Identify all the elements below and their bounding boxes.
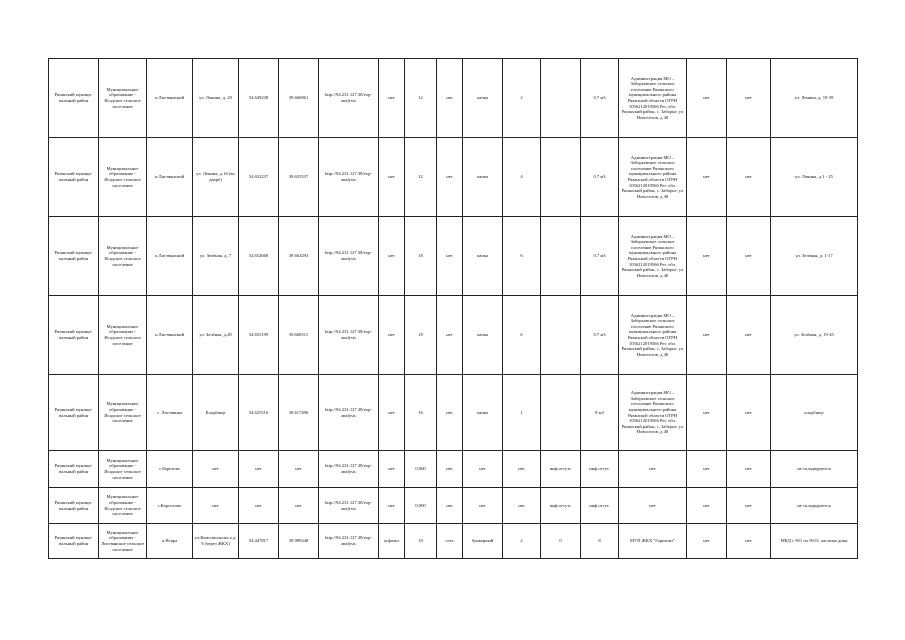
table-row (49, 296, 858, 375)
cell-separate-collection: нет (687, 138, 727, 217)
cell-longitude: 39.668511 (279, 296, 319, 375)
cell-latitude: нет (239, 451, 279, 488)
cell-bulky-waste: нет (727, 524, 771, 559)
cell-separate-collection: нет (687, 59, 727, 138)
cell-area: 0,000 (405, 488, 437, 524)
cell-latitude: 54.625516 (239, 375, 279, 451)
cell-container-count: 2 (503, 524, 541, 559)
cell-longitude: 39.655537 (279, 138, 319, 217)
cell-area: 18 (405, 296, 437, 375)
cell-area: 18 (405, 217, 437, 296)
cell-volume-b: 0.7 м3 (581, 138, 619, 217)
cell-address: ул. Ленина, д.16 (во дворе) (193, 138, 239, 217)
cell-municipality: Муниципальное образование - Исадское сельское поселение (99, 296, 147, 375)
cell-bulky-waste: нет (727, 59, 771, 138)
cell-service-objects: ул. Зелёная, д. 1-17 (771, 217, 858, 296)
cell-fence: нет (437, 451, 463, 488)
cell-settlement: п.Листвянский (147, 217, 193, 296)
cell-service-objects: МКД с 9б1 по 9б13, частные дома (771, 524, 858, 559)
cell-surface: нет (379, 138, 405, 217)
cell-fence: нет (437, 375, 463, 451)
cell-link: http://94.231.127.38/expanalysis (319, 451, 379, 488)
cell-municipality: Муниципальное образование - Исадское сельское поселение (99, 138, 147, 217)
cell-owner: Администрация МО – Заборьевское сельское поселение Рязанского муниципального района Рязанской области ОГРН 1056212019566 Рег. обл. Рязанский район, с. Заборье, ул Новоселов, д 40 (619, 296, 687, 375)
cell-separate-collection: нет (687, 217, 727, 296)
cell-container-type: папка (463, 138, 503, 217)
cell-latitude: 54.652237 (239, 138, 279, 217)
cell-container-type: нет (463, 451, 503, 488)
cell-municipality: Муниципальное образование - Листвянское сельское поселение (99, 524, 147, 559)
cell-settlement: п.Листвянский (147, 59, 193, 138)
cell-container-type: папка (463, 375, 503, 451)
cell-service-objects: ул. Зелёная, д. 19-45 (771, 296, 858, 375)
cell-fence: нет (437, 138, 463, 217)
cell-area: 12 (405, 59, 437, 138)
cell-bulky-waste: нет (727, 488, 771, 524)
cell-container-type: нет (463, 488, 503, 524)
cell-link: http://94.231.127.38/expanalysis (319, 375, 379, 451)
cell-municipality: Муниципальное образование - Исадское сельское поселение (99, 217, 147, 296)
cell-link: http://94.231.127.38/expanalysis (319, 488, 379, 524)
cell-surface: нет (379, 375, 405, 451)
cell-fence: нет (437, 296, 463, 375)
cell-latitude: 54.652668 (239, 217, 279, 296)
cell-volume-a: инф.отсутс (541, 488, 581, 524)
cell-longitude: 39.989348 (279, 524, 319, 559)
cell-container-count: 1 (503, 375, 541, 451)
cell-container-type: папка (463, 59, 503, 138)
cell-bulky-waste: нет (727, 375, 771, 451)
cell-area: 16 (405, 375, 437, 451)
cell-service-objects: ул. Ленина, д. 19-39 (771, 59, 858, 138)
cell-fence: нет (437, 59, 463, 138)
cell-container-count: 6 (503, 217, 541, 296)
cell-longitude: нет (279, 488, 319, 524)
cell-district: Рязанский муници-пальный район (49, 524, 99, 559)
table-row (49, 59, 858, 138)
cell-separate-collection: нет (687, 375, 727, 451)
cell-address: нет (193, 451, 239, 488)
cell-municipality: Муниципальное образование - Исадское сельское поселение (99, 488, 147, 524)
cell-service-objects: не складируются (771, 451, 858, 488)
cell-container-count: нет (503, 451, 541, 488)
cell-latitude: нет (239, 488, 279, 524)
cell-fence: нет (437, 217, 463, 296)
cell-district: Рязанский муници-пальный район (49, 59, 99, 138)
cell-address: нет (193, 488, 239, 524)
table-row (49, 524, 858, 559)
cell-address: ул. Зелёная, д. 7 (193, 217, 239, 296)
cell-volume-a (541, 217, 581, 296)
cell-volume-a (541, 138, 581, 217)
cell-separate-collection: нет (687, 488, 727, 524)
cell-link: http://94.231.127.38/expanalysis (319, 138, 379, 217)
cell-container-count: нет (503, 488, 541, 524)
cell-service-objects: кладбище (771, 375, 858, 451)
cell-latitude: 54.649238 (239, 59, 279, 138)
table-row (49, 451, 858, 488)
cell-longitude: 39.663293 (279, 217, 319, 296)
cell-owner: Администрация МО – Заборьевское сельское поселение Рязанского муниципального района Рязанской области ОГРН 1056212019566 Рег. обл. Рязанский район, с. Заборье, ул Новоселов, д 40 (619, 217, 687, 296)
cell-district: Рязанский муници-пальный район (49, 375, 99, 451)
cell-settlement: п.Искра (147, 524, 193, 559)
cell-fence: сеть (437, 524, 463, 559)
cell-surface: нет (379, 59, 405, 138)
table-row (49, 138, 858, 217)
cell-container-count: 2 (503, 59, 541, 138)
table-row (49, 217, 858, 296)
cell-surface: нет (379, 488, 405, 524)
cell-volume-a (541, 375, 581, 451)
cell-surface: нет (379, 451, 405, 488)
cell-owner: МУП ЖКХ "Горизонт" (619, 524, 687, 559)
cell-container-type: бункерный (463, 524, 503, 559)
cell-settlement: с. Листвянка (147, 375, 193, 451)
cell-district: Рязанский муници-пальный район (49, 451, 99, 488)
cell-link: http://94.231.127.38/expanalysis (319, 217, 379, 296)
cell-address: ул.Комсомольска я д. 9 (через ЖКХ) (193, 524, 239, 559)
cell-link: http://94.231.127.38/expanalysis (319, 296, 379, 375)
cell-owner: нет (619, 488, 687, 524)
cell-settlement: п.Листвянский (147, 138, 193, 217)
cell-fence: нет (437, 488, 463, 524)
cell-service-objects: ул. Ленина, д.1 - 25 (771, 138, 858, 217)
cell-bulky-waste: нет (727, 296, 771, 375)
table-row (49, 488, 858, 524)
cell-area: 10 (405, 524, 437, 559)
cell-link: http://94.231.127.38/expanalysis (319, 524, 379, 559)
cell-volume-b: 8 (581, 524, 619, 559)
cell-latitude: 54.655199 (239, 296, 279, 375)
cell-volume-a (541, 296, 581, 375)
cell-owner: Администрация МО – Заборьевское сельское поселение Рязанского муниципального района Рязанской области ОГРН 1056212019566 Рег. обл. Рязанский район, с. Заборье, ул Новоселов, д 40 (619, 59, 687, 138)
cell-area: 0,000 (405, 451, 437, 488)
cell-volume-b: 0.7 м3 (581, 59, 619, 138)
cell-district: Рязанский муници-пальный район (49, 488, 99, 524)
cell-owner: Администрация МО – Заборьевское сельское поселение Рязанского муниципального района Рязанской области ОГРН 1056212019566 Рег. обл. Рязанский район, с. Заборье, ул Новоселов, д 40 (619, 375, 687, 451)
cell-settlement: с.Коростово (147, 488, 193, 524)
cell-volume-b: инф.отсут. (581, 488, 619, 524)
cell-bulky-waste: нет (727, 138, 771, 217)
cell-separate-collection: нет (687, 524, 727, 559)
cell-surface: нет (379, 296, 405, 375)
cell-address: Кладбище (193, 375, 239, 451)
cell-container-type: папка (463, 296, 503, 375)
cell-district: Рязанский муници-пальный район (49, 217, 99, 296)
cell-volume-b: 0.7 м3 (581, 296, 619, 375)
cell-service-objects: не складируются (771, 488, 858, 524)
cell-volume-a: инф.отсутс (541, 451, 581, 488)
cell-owner: нет (619, 451, 687, 488)
cell-municipality: Муниципальное образование - Исадское сельское поселение (99, 375, 147, 451)
cell-owner: Администрация МО – Заборьевское сельское поселение Рязанского муниципального района Рязанской области ОГРН 1056212019566 Рег. обл. Рязанский район, с. Заборье, ул Новоселов, д 40 (619, 138, 687, 217)
cell-settlement: п.Листвянский (147, 296, 193, 375)
cell-volume-a: 0 (541, 524, 581, 559)
cell-longitude: 39.617496 (279, 375, 319, 451)
cell-link: http://94.231.127.38/expanalysis (319, 59, 379, 138)
cell-surface: асфальт (379, 524, 405, 559)
cell-municipality: Муниципальное образование - Исадское сельское поселение (99, 59, 147, 138)
cell-longitude: нет (279, 451, 319, 488)
cell-container-count: 6 (503, 296, 541, 375)
cell-bulky-waste: нет (727, 451, 771, 488)
cell-address: ул. Зелёная, д.28 (193, 296, 239, 375)
cell-address: ул. Ленина, д. 20 (193, 59, 239, 138)
cell-separate-collection: нет (687, 296, 727, 375)
cell-bulky-waste: нет (727, 217, 771, 296)
cell-district: Рязанский муници-пальный район (49, 138, 99, 217)
cell-district: Рязанский муници-пальный район (49, 296, 99, 375)
data-table (48, 58, 858, 559)
cell-area: 12 (405, 138, 437, 217)
cell-container-count: 4 (503, 138, 541, 217)
cell-latitude: 54.447817 (239, 524, 279, 559)
cell-volume-b: 8 м3 (581, 375, 619, 451)
cell-longitude: 39.666961 (279, 59, 319, 138)
cell-volume-b: 0.7 м3 (581, 217, 619, 296)
table-row (49, 375, 858, 451)
cell-separate-collection: нет (687, 451, 727, 488)
cell-surface: нет (379, 217, 405, 296)
cell-settlement: с.Березово (147, 451, 193, 488)
cell-municipality: Муниципальное образование - Исадское сельское поселение (99, 451, 147, 488)
cell-volume-a (541, 59, 581, 138)
cell-container-type: папка (463, 217, 503, 296)
cell-volume-b: инф.отсут. (581, 451, 619, 488)
